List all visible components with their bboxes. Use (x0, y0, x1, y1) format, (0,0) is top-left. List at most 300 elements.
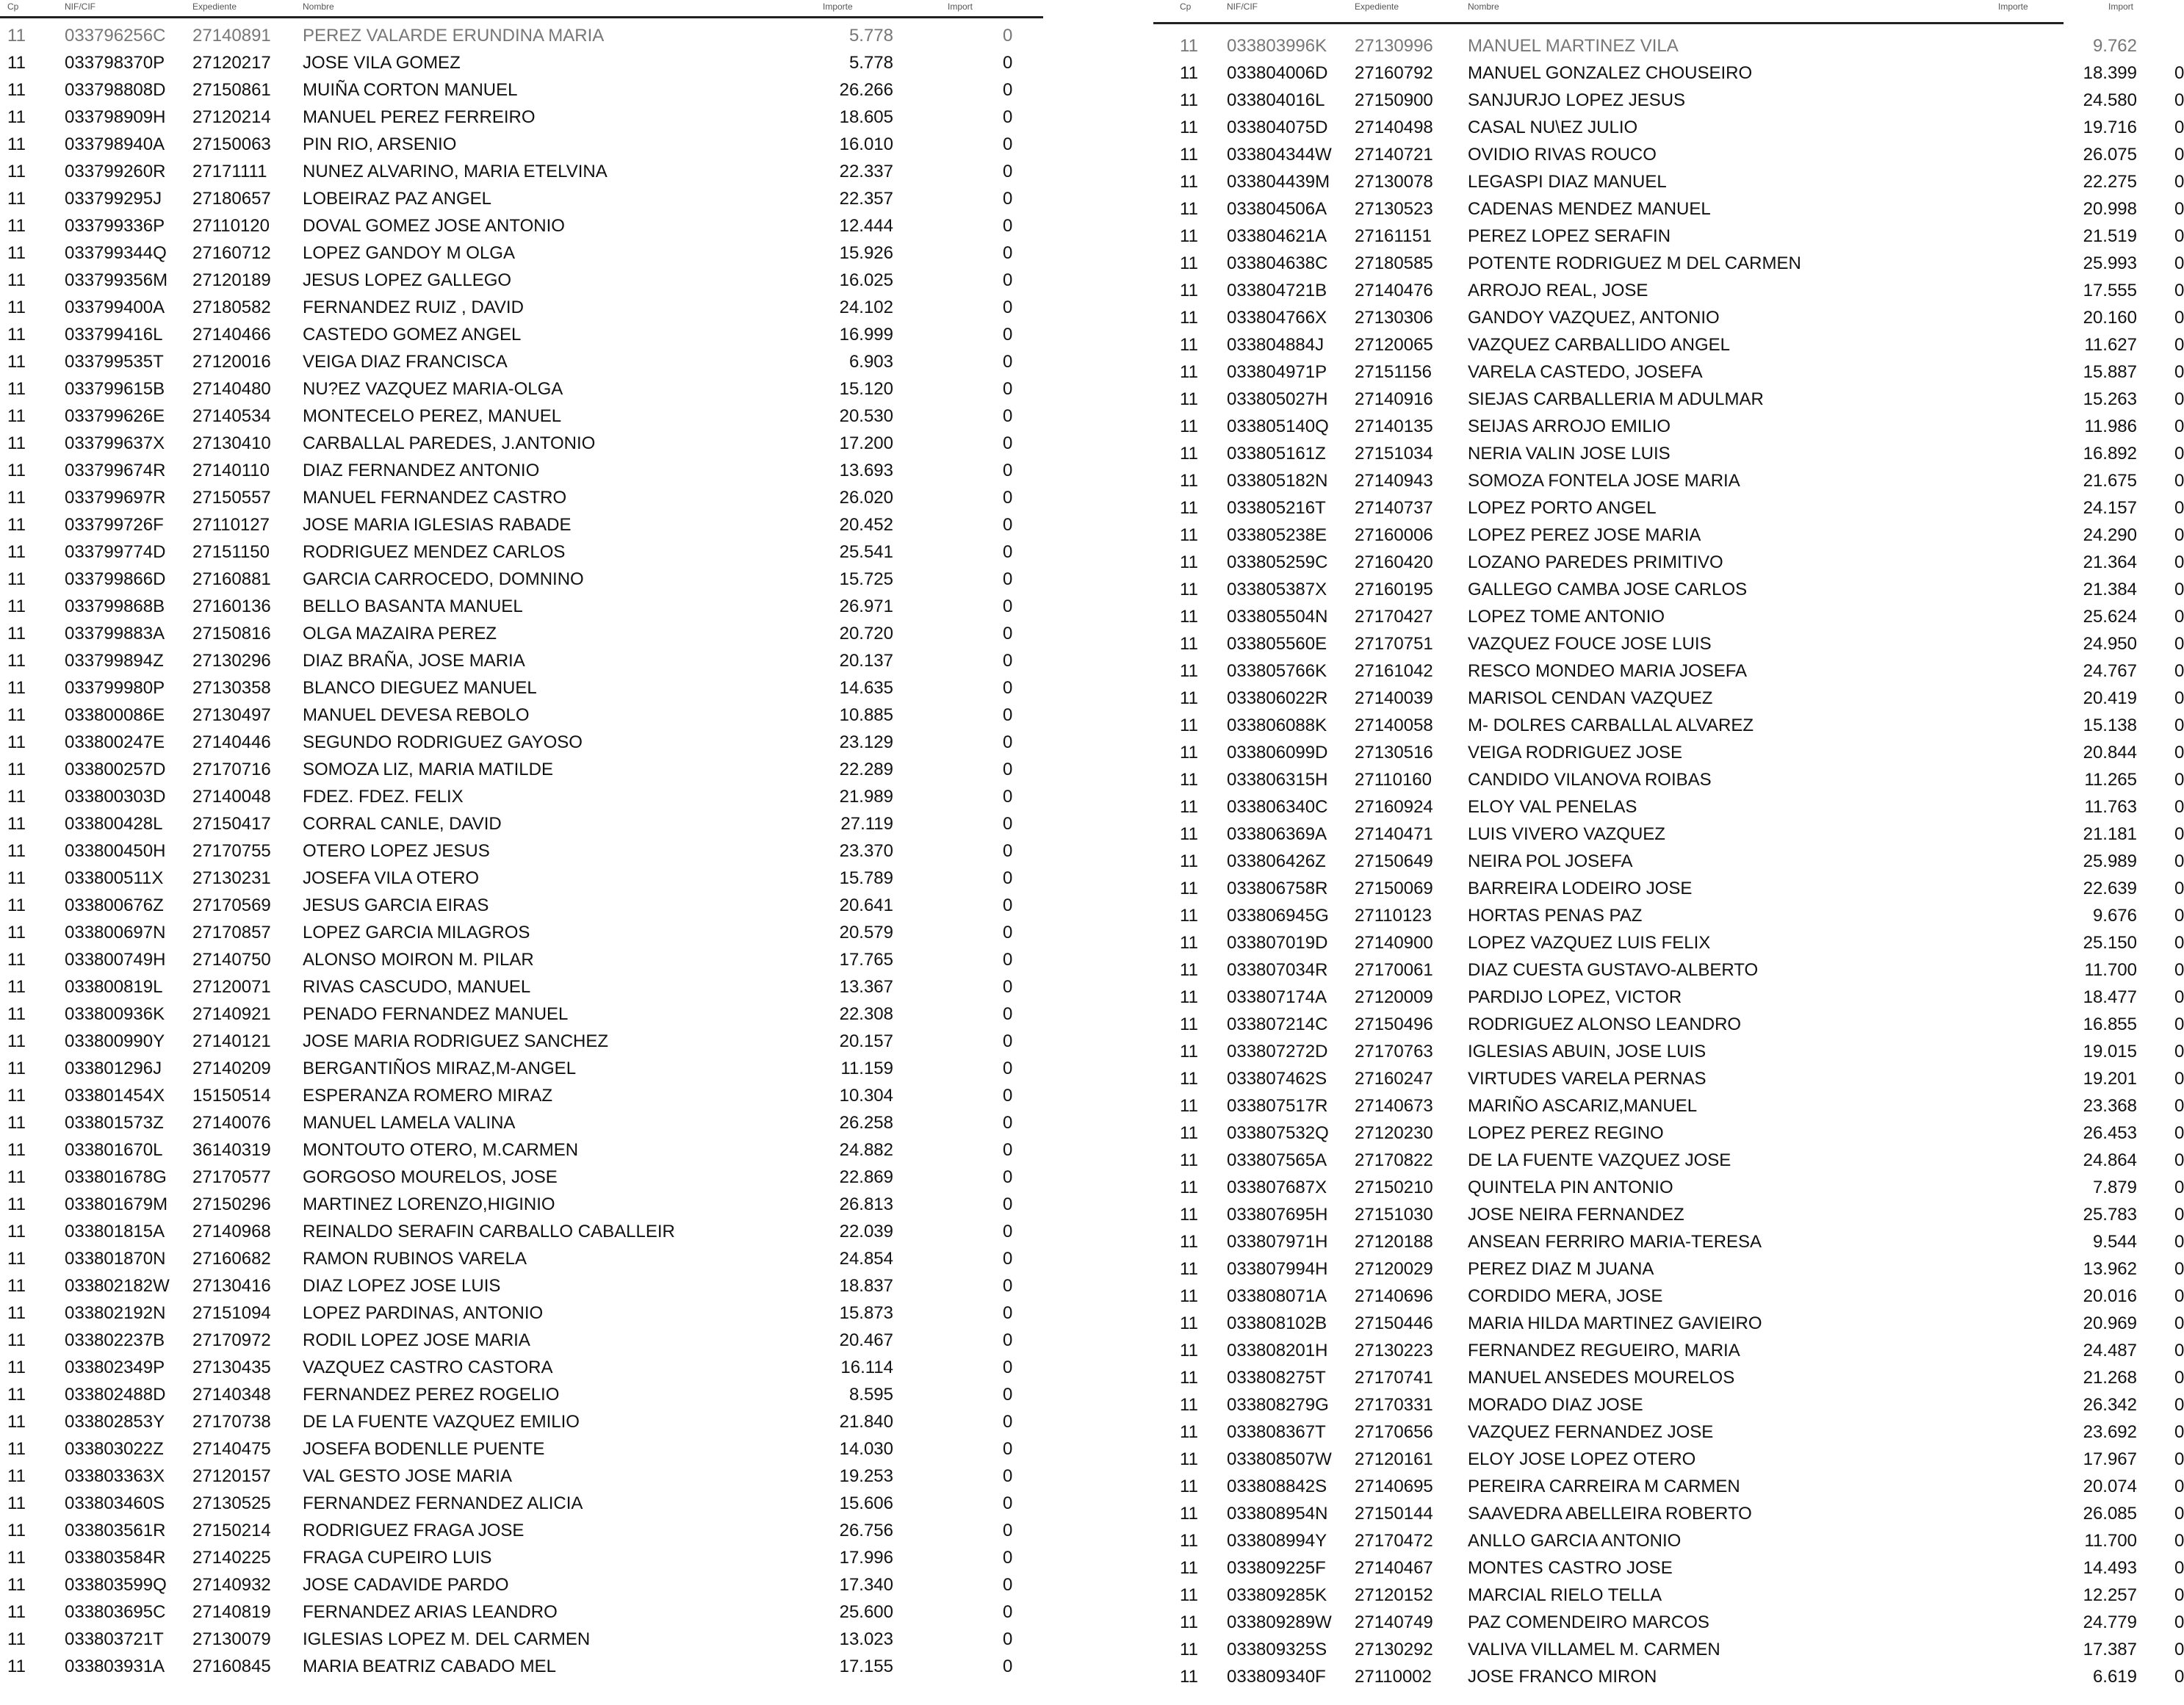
cell-cp: 11 (7, 651, 26, 671)
cell-nif: 033801296J (65, 1059, 162, 1078)
cell-cp: 11 (1180, 743, 1198, 763)
cell-importe: 12.257 (2083, 1585, 2137, 1605)
table-row (0, 1598, 1043, 1626)
cell-cp: 11 (1180, 933, 1198, 953)
table-row (0, 620, 1043, 647)
cell-importe: 5.778 (848, 53, 893, 73)
table-row (1153, 1255, 2184, 1283)
right-column (1153, 0, 2184, 1687)
cell-import: 0 (2174, 770, 2184, 790)
cell-nif: 033799615B (65, 379, 165, 399)
cell-importe: 25.993 (2083, 253, 2137, 273)
cell-expediente: 27130231 (192, 868, 271, 888)
table-row (1153, 1092, 2184, 1120)
header-rule (1153, 22, 2064, 24)
table-row (1153, 195, 2184, 223)
cell-nif: 033807565A (1227, 1150, 1327, 1170)
cell-nombre: NERIA VALIN JOSE LUIS (1468, 444, 1671, 464)
table-row (1153, 1554, 2184, 1582)
cell-cp: 11 (7, 1385, 26, 1405)
cell-nif: 033800257D (65, 760, 166, 779)
cell-nif: 033808842S (1227, 1477, 1327, 1496)
cell-expediente: 27130435 (192, 1358, 271, 1377)
cell-nif: 033801454X (65, 1086, 165, 1106)
cell-import: 0 (2174, 145, 2184, 165)
table-row (1153, 984, 2184, 1011)
cell-import: 0 (1003, 787, 1013, 807)
cell-nombre: RODIL LOPEZ JOSE MARIA (303, 1330, 530, 1350)
cell-nif: 033798940A (65, 134, 165, 154)
cell-expediente: 27140916 (1355, 389, 1433, 409)
cell-importe: 14.635 (839, 678, 893, 698)
cell-nif: 033803996K (1227, 36, 1327, 56)
cell-cp: 11 (1180, 1178, 1198, 1197)
cell-nombre: ESPERANZA ROMERO MIRAZ (303, 1086, 553, 1106)
left-header (0, 0, 1043, 22)
table-row (1153, 467, 2184, 494)
cell-importe: 14.493 (2083, 1558, 2137, 1578)
cell-importe: 22.039 (839, 1222, 893, 1241)
cell-import: 0 (2174, 743, 2184, 763)
cell-cp: 11 (1180, 525, 1198, 545)
cell-cp: 11 (1180, 1286, 1198, 1306)
cell-importe: 11.159 (840, 1059, 893, 1078)
cell-import: 0 (2174, 172, 2184, 192)
cell-nif: 033805216T (1227, 498, 1326, 518)
cell-nombre: MANUEL MARTINEZ VILA (1468, 36, 1679, 56)
cell-import: 0 (2174, 471, 2184, 491)
cell-importe: 20.844 (2083, 743, 2137, 763)
cell-cp: 11 (1180, 281, 1198, 300)
cell-import: 0 (1003, 814, 1013, 834)
cell-cp: 11 (7, 1167, 26, 1187)
cell-nif: 033803022Z (65, 1439, 164, 1459)
table-row (1153, 603, 2184, 630)
cell-importe: 17.555 (2083, 281, 2137, 300)
cell-expediente: 27140058 (1355, 715, 1433, 735)
table-row (1153, 685, 2184, 712)
table-row (0, 1626, 1043, 1653)
cell-cp: 11 (1180, 172, 1198, 192)
cell-nif: 033807532Q (1227, 1123, 1329, 1143)
cell-expediente: 15150514 (192, 1086, 271, 1106)
cell-nombre: JOSE MARIA RODRIGUEZ SANCHEZ (303, 1031, 609, 1051)
cell-nombre: PARDIJO LOPEZ, VICTOR (1468, 987, 1682, 1007)
cell-importe: 18.605 (839, 107, 893, 127)
table-row (1153, 223, 2184, 250)
table-row (0, 1272, 1043, 1300)
cell-importe: 26.258 (839, 1113, 893, 1133)
cell-nombre: OVIDIO RIVAS ROUCO (1468, 145, 1657, 165)
cell-import: 0 (1003, 1004, 1013, 1024)
cell-nombre: FERNANDEZ PEREZ ROGELIO (303, 1385, 560, 1405)
cell-nif: 033803931A (65, 1657, 165, 1676)
table-row (1153, 902, 2184, 929)
table-row (1153, 331, 2184, 358)
cell-import: 0 (2174, 1178, 2184, 1197)
header-nombre: Nombre (303, 1, 334, 12)
cell-import: 0 (2174, 1504, 2184, 1524)
cell-nombre: RIVAS CASCUDO, MANUEL (303, 977, 531, 997)
table-row (1153, 1473, 2184, 1500)
cell-expediente: 27180582 (192, 298, 271, 317)
table-row (1153, 1446, 2184, 1473)
cell-importe: 15.887 (2083, 362, 2137, 382)
cell-importe: 21.675 (2083, 471, 2137, 491)
cell-cp: 11 (1180, 1395, 1198, 1415)
cell-importe: 9.676 (2092, 906, 2137, 926)
cell-importe: 22.275 (2083, 172, 2137, 192)
cell-import: 0 (2174, 1640, 2184, 1659)
cell-expediente: 27150446 (1355, 1313, 1433, 1333)
cell-import: 0 (2174, 715, 2184, 735)
cell-import: 0 (1003, 977, 1013, 997)
cell-cp: 11 (7, 406, 26, 426)
cell-expediente: 27170656 (1355, 1422, 1433, 1442)
cell-cp: 11 (1180, 1477, 1198, 1496)
cell-nombre: FERNANDEZ RUIZ , DAVID (303, 298, 524, 317)
cell-nombre: MANUEL PEREZ FERREIRO (303, 107, 536, 127)
cell-expediente: 27130996 (1355, 36, 1433, 56)
cell-cp: 11 (1180, 1150, 1198, 1170)
cell-nombre: GANDOY VAZQUEZ, ANTONIO (1468, 308, 1720, 328)
cell-cp: 11 (7, 1575, 26, 1595)
cell-importe: 24.580 (2083, 90, 2137, 110)
cell-import: 0 (1003, 1222, 1013, 1241)
cell-nif: 033799674R (65, 461, 166, 480)
cell-import: 0 (2174, 1368, 2184, 1388)
cell-importe: 13.693 (839, 461, 893, 480)
cell-importe: 20.579 (839, 923, 893, 942)
cell-nif: 033798909H (65, 107, 166, 127)
table-row (0, 1490, 1043, 1517)
cell-nombre: PEREIRA CARREIRA M CARMEN (1468, 1477, 1740, 1496)
cell-nombre: CADENAS MENDEZ MANUEL (1468, 199, 1711, 219)
cell-cp: 11 (7, 189, 26, 209)
table-row (0, 783, 1043, 810)
cell-import: 0 (2174, 444, 2184, 464)
cell-expediente: 27140673 (1355, 1096, 1433, 1116)
cell-nombre: SOMOZA FONTELA JOSE MARIA (1468, 471, 1740, 491)
cell-expediente: 27130306 (1355, 308, 1433, 328)
cell-nombre: VALIVA VILLAMEL M. CARMEN (1468, 1640, 1720, 1659)
cell-expediente: 27140209 (192, 1059, 271, 1078)
cell-expediente: 27110127 (192, 515, 270, 535)
cell-nif: 033803561R (65, 1521, 166, 1540)
cell-expediente: 27180657 (192, 189, 271, 209)
cell-expediente: 27160247 (1355, 1069, 1433, 1089)
table-row (0, 1354, 1043, 1381)
cell-cp: 11 (1180, 1014, 1198, 1034)
cell-import: 0 (2174, 1259, 2184, 1279)
cell-importe: 16.999 (839, 325, 893, 345)
cell-expediente: 27140695 (1355, 1477, 1433, 1496)
cell-nif: 033800697N (65, 923, 166, 942)
cell-cp: 11 (7, 488, 26, 508)
cell-cp: 11 (7, 134, 26, 154)
table-row (1153, 1228, 2184, 1255)
cell-importe: 24.779 (2083, 1612, 2137, 1632)
cell-nif: 033801670L (65, 1140, 163, 1160)
cell-import: 0 (1003, 134, 1013, 154)
cell-nif: 033799894Z (65, 651, 164, 671)
cell-nif: 033806945G (1227, 906, 1329, 926)
table-row (1153, 1337, 2184, 1364)
cell-nif: 033808367T (1227, 1422, 1326, 1442)
cell-importe: 22.869 (839, 1167, 893, 1187)
cell-import: 0 (1003, 1330, 1013, 1350)
cell-importe: 26.085 (2083, 1504, 2137, 1524)
cell-nombre: NEIRA POL JOSEFA (1468, 851, 1633, 871)
cell-importe: 11.700 (2084, 1531, 2137, 1551)
cell-expediente: 27170751 (1355, 634, 1433, 654)
cell-nif: 033799774D (65, 542, 166, 562)
cell-importe: 12.444 (839, 216, 893, 236)
cell-nombre: ELOY JOSE LOPEZ OTERO (1468, 1449, 1696, 1469)
cell-nombre: VAZQUEZ FERNANDEZ JOSE (1468, 1422, 1714, 1442)
cell-nombre: RODRIGUEZ FRAGA JOSE (303, 1521, 525, 1540)
header-nombre: Nombre (1468, 1, 1499, 12)
cell-import: 0 (1003, 1194, 1013, 1214)
cell-expediente: 27170763 (1355, 1042, 1433, 1061)
cell-cp: 11 (1180, 1232, 1198, 1252)
cell-nif: 033808507W (1227, 1449, 1332, 1469)
table-row (0, 1327, 1043, 1354)
cell-import: 0 (1003, 1276, 1013, 1296)
cell-cp: 11 (7, 732, 26, 752)
table-row (1153, 304, 2184, 331)
cell-nif: 033808279G (1227, 1395, 1329, 1415)
table-row (0, 1082, 1043, 1109)
cell-import: 0 (2174, 1558, 2184, 1578)
cell-cp: 11 (1180, 688, 1198, 708)
cell-nombre: LOPEZ PORTO ANGEL (1468, 498, 1657, 518)
cell-nombre: CASTEDO GOMEZ ANGEL (303, 325, 522, 345)
cell-nif: 033803584R (65, 1548, 166, 1568)
header-import: Import (2108, 1, 2134, 12)
cell-cp: 11 (1180, 90, 1198, 110)
cell-import: 0 (1003, 26, 1013, 46)
cell-cp: 11 (7, 352, 26, 372)
cell-import: 0 (1003, 488, 1013, 508)
cell-nombre: MUIÑA CORTON MANUEL (303, 80, 518, 100)
cell-import: 0 (1003, 1303, 1013, 1323)
cell-expediente: 27110002 (1355, 1667, 1432, 1687)
table-row (1153, 32, 2181, 60)
cell-expediente: 27151156 (1355, 362, 1432, 382)
cell-nif: 033800819L (65, 977, 163, 997)
cell-importe: 22.337 (839, 162, 893, 181)
cell-expediente: 27140721 (1355, 145, 1433, 165)
cell-nombre: VEIGA DIAZ FRANCISCA (303, 352, 508, 372)
cell-nombre: RODRIGUEZ ALONSO LEANDRO (1468, 1014, 1742, 1034)
cell-cp: 11 (1180, 199, 1198, 219)
cell-import: 0 (1003, 651, 1013, 671)
cell-nif: 033801870N (65, 1249, 166, 1269)
cell-expediente: 27170569 (192, 895, 271, 915)
cell-cp: 11 (1180, 607, 1198, 627)
cell-nombre: MARCIAL RIELO TELLA (1468, 1585, 1662, 1605)
cell-nombre: LOPEZ GARCIA MILAGROS (303, 923, 530, 942)
cell-expediente: 27140446 (192, 732, 271, 752)
cell-cp: 11 (1180, 851, 1198, 871)
table-row (0, 1381, 1043, 1408)
table-row (0, 267, 1043, 294)
cell-nombre: ALONSO MOIRON M. PILAR (303, 950, 534, 970)
table-row (1153, 440, 2184, 467)
cell-nif: 033805387X (1227, 580, 1327, 599)
cell-nif: 033806099D (1227, 743, 1328, 763)
cell-nif: 033808954N (1227, 1504, 1328, 1524)
cell-expediente: 27150210 (1355, 1178, 1433, 1197)
cell-nif: 033807214C (1227, 1014, 1328, 1034)
cell-import: 0 (1003, 1657, 1013, 1676)
cell-nif: 033799295J (65, 189, 162, 209)
cell-importe: 26.813 (839, 1194, 893, 1214)
cell-importe: 24.102 (839, 298, 893, 317)
cell-nif: 033804506A (1227, 199, 1327, 219)
cell-nombre: ANLLO GARCIA ANTONIO (1468, 1531, 1682, 1551)
cell-nombre: MANUEL DEVESA REBOLO (303, 705, 530, 725)
cell-expediente: 27140466 (192, 325, 271, 345)
cell-importe: 22.357 (839, 189, 893, 209)
table-row (0, 1164, 1043, 1191)
cell-import: 0 (2174, 824, 2184, 844)
cell-cp: 11 (7, 433, 26, 453)
cell-nombre: PEREZ DIAZ M JUANA (1468, 1259, 1654, 1279)
cell-nif: 033806022R (1227, 688, 1328, 708)
table-row (0, 1544, 1043, 1571)
cell-cp: 11 (1180, 335, 1198, 355)
cell-importe: 18.837 (839, 1276, 893, 1296)
cell-importe: 20.419 (2083, 688, 2137, 708)
cell-importe: 17.200 (839, 433, 893, 453)
cell-cp: 11 (1180, 1123, 1198, 1143)
cell-import: 0 (2174, 1585, 2184, 1605)
table-row (0, 810, 1043, 837)
cell-import: 0 (2174, 607, 2184, 627)
cell-importe: 10.885 (839, 705, 893, 725)
cell-cp: 11 (7, 325, 26, 345)
cell-nif: 033800749H (65, 950, 166, 970)
table-row (1153, 1364, 2184, 1391)
cell-expediente: 27140348 (192, 1385, 271, 1405)
cell-nif: 033800086E (65, 705, 165, 725)
cell-cp: 11 (1180, 580, 1198, 599)
cell-import: 0 (1003, 1113, 1013, 1133)
cell-cp: 11 (7, 624, 26, 644)
cell-expediente: 27140737 (1355, 498, 1433, 518)
header-nif: NIF/CIF (65, 1, 95, 12)
cell-import: 0 (2174, 906, 2184, 926)
cell-importe: 25.541 (839, 542, 893, 562)
cell-import: 0 (1003, 1358, 1013, 1377)
cell-cp: 11 (1180, 226, 1198, 246)
cell-importe: 13.023 (839, 1629, 893, 1649)
cell-import: 0 (2174, 933, 2184, 953)
table-row (0, 729, 1043, 756)
cell-nif: 033798808D (65, 80, 166, 100)
right-rows (1153, 32, 2184, 1690)
cell-nombre: JESUS LOPEZ GALLEGO (303, 270, 512, 290)
cell-nif: 033805238E (1227, 525, 1327, 545)
header-importe: Importe (823, 1, 853, 12)
cell-importe: 22.639 (2083, 879, 2137, 898)
cell-nombre: JOSE CADAVIDE PARDO (303, 1575, 509, 1595)
table-row (0, 973, 1043, 1001)
cell-nombre: MARIA BEATRIZ CABADO MEL (303, 1657, 556, 1676)
cell-cp: 11 (7, 270, 26, 290)
cell-importe: 26.075 (2083, 145, 2137, 165)
cell-cp: 11 (1180, 960, 1198, 980)
table-row (1153, 1500, 2184, 1527)
cell-importe: 21.989 (839, 787, 893, 807)
cell-nif: 033804971P (1227, 362, 1327, 382)
cell-nif: 033799980P (65, 678, 165, 698)
cell-importe: 26.971 (839, 596, 893, 616)
cell-expediente: 27150900 (1355, 90, 1433, 110)
cell-cp: 11 (1180, 552, 1198, 572)
cell-nombre: DE LA FUENTE VAZQUEZ JOSE (1468, 1150, 1731, 1170)
cell-nif: 033806340C (1227, 797, 1328, 817)
cell-nombre: JOSEFA VILA OTERO (303, 868, 480, 888)
cell-cp: 11 (7, 1548, 26, 1568)
cell-import: 0 (1003, 596, 1013, 616)
cell-nombre: SEGUNDO RODRIGUEZ GAYOSO (303, 732, 583, 752)
table-row (0, 1408, 1043, 1435)
cell-expediente: 27130223 (1355, 1341, 1433, 1360)
cell-nif: 033803721T (65, 1629, 164, 1649)
cell-cp: 11 (1180, 145, 1198, 165)
cell-cp: 11 (1180, 797, 1198, 817)
table-row (0, 22, 1043, 49)
cell-nif: 033805766K (1227, 661, 1327, 681)
table-row (1153, 739, 2184, 766)
cell-import: 0 (2174, 1477, 2184, 1496)
table-row (1153, 848, 2184, 875)
cell-import: 0 (1003, 760, 1013, 779)
cell-importe: 17.387 (2083, 1640, 2137, 1659)
cell-cp: 11 (7, 1004, 26, 1024)
cell-expediente: 27140475 (192, 1439, 271, 1459)
cell-import: 0 (1003, 1548, 1013, 1568)
cell-expediente: 27180585 (1355, 253, 1433, 273)
cell-importe: 24.882 (839, 1140, 893, 1160)
cell-import: 0 (1003, 433, 1013, 453)
cell-nif: 033806758R (1227, 879, 1328, 898)
cell-expediente: 27160682 (192, 1249, 271, 1269)
cell-import: 0 (1003, 923, 1013, 942)
table-row (0, 1028, 1043, 1055)
cell-import: 0 (1003, 325, 1013, 345)
cell-nif: 033804884J (1227, 335, 1325, 355)
cell-importe: 24.950 (2083, 634, 2137, 654)
cell-nif: 033802182W (65, 1276, 170, 1296)
cell-nif: 033809325S (1227, 1640, 1327, 1659)
cell-nombre: BERGANTIÑOS MIRAZ,M-ANGEL (303, 1059, 577, 1078)
cell-importe: 11.627 (2084, 335, 2137, 355)
cell-importe: 26.453 (2083, 1123, 2137, 1143)
cell-import: 0 (2174, 362, 2184, 382)
table-row (1153, 1065, 2184, 1092)
cell-nombre: FERNANDEZ ARIAS LEANDRO (303, 1602, 558, 1622)
cell-nombre: LOZANO PAREDES PRIMITIVO (1468, 552, 1723, 572)
cell-nombre: LOPEZ TOME ANTONIO (1468, 607, 1665, 627)
cell-nif: 033806315H (1227, 770, 1328, 790)
table-row (0, 566, 1043, 593)
table-row (0, 1001, 1043, 1028)
cell-cp: 11 (1180, 362, 1198, 382)
